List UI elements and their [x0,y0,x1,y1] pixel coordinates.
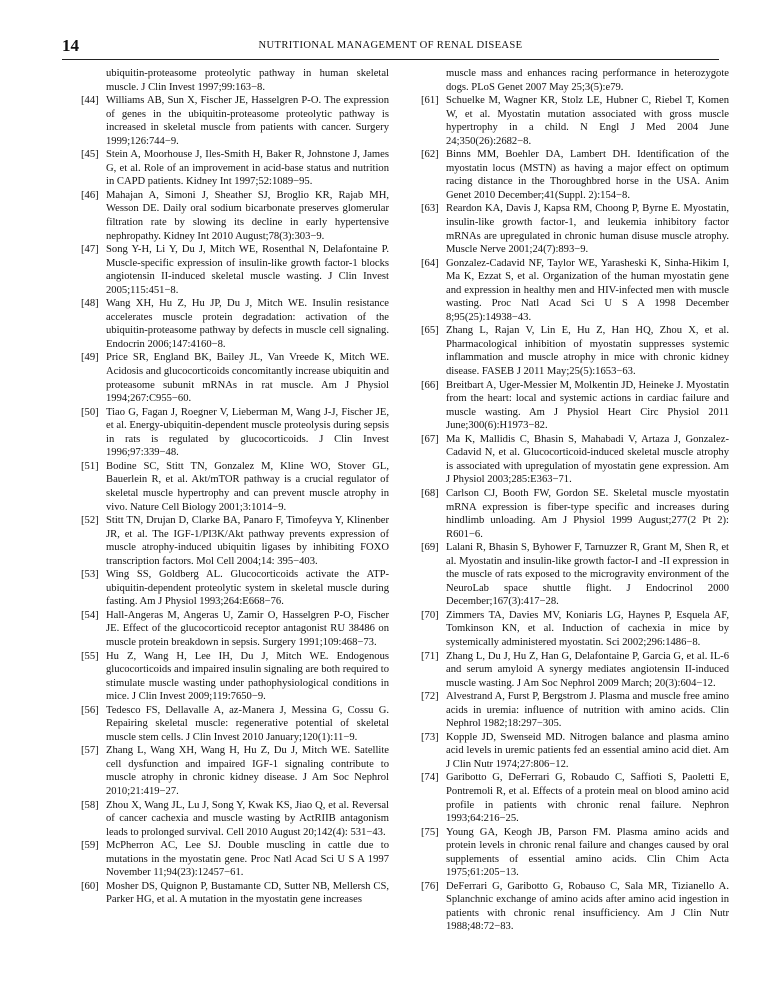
reference-entry [83,406,389,460]
reference-number: [57] [81,745,99,757]
reference-list-right [423,94,729,934]
reference-text: Alvestrand A, Furst P, Bergstrom J. Plasma and muscle free amino acids in uremia: influence of nutrition with amino acids. Clin Nephrol 1982;18:297−305. [446,691,729,730]
reference-text: Mosher DS, Quignon P, Bustamante CD, Sutter NB, Mellersh CS, Parker HG, et al. A mutation in the myostatin gene increases [106,880,389,906]
reference-entry [423,257,729,325]
reference-text: Tiao G, Fagan J, Roegner V, Lieberman M, Wang J-J, Fischer JE, et al. Energy-ubiquitin-dependent muscle proteolysis during sepsis in rats is regulated by glucocorticoids. J Clin Invest 1996;97:339−48. [106,406,389,459]
reference-text: Wing SS, Goldberg AL. Glucocorticoids activate the ATP-ubiquitin-dependent proteolytic system in skeletal muscle during fasting. Am J Physiol 1993;264:E668−76. [106,569,389,608]
reference-number: [45] [81,149,99,161]
reference-number: [62] [421,149,439,161]
reference-number: [59] [81,840,99,852]
reference-number: [44] [81,95,99,107]
reference-entry [83,799,389,840]
reference-text: Zimmers TA, Davies MV, Koniaris LG, Haynes P, Esquela AF, Tomkinson KN, et al. Induction of cachexia in mice by systemically administered myostatin. Sci 2002;296:1486−8. [446,609,729,648]
reference-entry [83,568,389,609]
page-number: 14 [62,36,79,55]
reference-text: Garibotto G, DeFerrari G, Robaudo C, Saffioti S, Paoletti E, Pontremoli R, et al. Effects of a protein meal on blood amino acid profile in patients with chronic renal failure. Nephron 1993;64:216−25. [446,772,729,825]
reference-number: [51] [81,460,99,472]
reference-number: [72] [421,691,439,703]
reference-number: [73] [421,731,439,743]
reference-text: Breitbart A, Uger-Messier M, Molkentin JD, Heineke J. Myostatin from the heart: local and systemic actions in cardiac failure and muscle wasting. Am J Physiol Heart Circ Physiol 2011 June;300(6):H1973−82. [446,379,729,432]
reference-number: [66] [421,379,439,391]
reference-text: Stein A, Moorhouse J, Iles-Smith H, Baker R, Johnstone J, James G, et al. Role of an improvement in acid-base status and nutrition in CAPD patients. Kidney Int 1997;52:1089−95. [106,149,389,188]
reference-number: [65] [421,325,439,337]
reference-entry [423,771,729,825]
reference-text: Hu Z, Wang H, Lee IH, Du J, Mitch WE. Endogenous glucocorticoids and impaired insulin signaling are both required to stimulate muscle wasting under pathophysiological conditions in mice. J Clin Invest 2009;119:7650−9. [106,650,389,703]
reference-number: [58] [81,799,99,811]
reference-list-left [83,94,389,907]
reference-number: [69] [421,542,439,554]
reference-number: [50] [81,406,99,418]
reference-entry [423,487,729,541]
reference-number: [55] [81,650,99,662]
reference-column-right [423,67,729,934]
reference-column-left [83,67,389,907]
reference-number: [47] [81,244,99,256]
reference-number: [52] [81,515,99,527]
reference-text: McPherron AC, Lee SJ. Double muscling in cattle due to mutations in the myostatin gene. Proc Natl Acad Sci U S A 1997 November 11;94(23):12457−61. [106,840,389,879]
reference-continuation: ubiquitin-proteasome proteolytic pathway in human skeletal muscle. J Clin Invest 1997;99:163−8. [106,68,389,93]
reference-entry [423,433,729,487]
reference-number: [63] [421,203,439,215]
reference-number: [53] [81,569,99,581]
reference-text: Tedesco FS, Dellavalle A, az-Manera J, Messina G, Cossu G. Repairing skeletal muscle: regenerative potential of skeletal muscle stem cells. J Clin Invest 2010 January;120(1):11−9. [106,704,389,743]
reference-text: Zhang L, Wang XH, Wang H, Hu Z, Du J, Mitch WE. Satellite cell dysfunction and impaired IGF-1 signaling contribute to muscle atrophy in chronic kidney disease. J Am Soc Nephrol 2010;21:419−27. [106,745,389,797]
running-title: NUTRITIONAL MANAGEMENT OF RENAL DISEASE [258,40,523,51]
reference-text: Song Y-H, Li Y, Du J, Mitch WE, Rosenthal N, Delafontaine P. Muscle-specific expression of insulin-like growth factor-1 blocks angiotensin II-induced skeletal muscle wasting. J Clin Invest 2005;115:451−8. [106,244,389,296]
reference-text: Mahajan A, Simoni J, Sheather SJ, Broglio KR, Rajab MH, Wesson DE. Daily oral sodium bicarbonate preserves glomerular filtration rate by slowing its decline in early hypertensive nephropathy. Kidney Int 2010 August;78(3):303−9. [106,189,389,242]
reference-number: [60] [81,880,99,892]
reference-number: [75] [421,826,439,838]
reference-entry [83,704,389,745]
reference-entry [423,731,729,772]
reference-entry [83,148,389,189]
reference-number: [56] [81,704,99,716]
reference-text: Stitt TN, Drujan D, Clarke BA, Panaro F, Timofeyva Y, Klinenber JR, et al. The IGF-1/PI3K/Akt pathway prevents expression of muscle atrophy-induced ubiquitin ligases by inhibiting FOXO transcription factors. Mol Cell 2004;14: 395−403. [106,515,389,567]
reference-text: Bodine SC, Stitt TN, Gonzalez M, Kline WO, Stover GL, Bauerlein R, et al. Akt/mTOR pathway is a crucial regulator of skeletal muscle hypertrophy and can prevent muscle atrophy in vivo. Nature Cell Biology 2001;3:1014−9. [106,460,389,513]
reference-entry [423,826,729,880]
reference-number: [61] [421,95,439,107]
reference-number: [67] [421,433,439,445]
reference-entry [423,379,729,433]
reference-number: [48] [81,298,99,310]
reference-number: [74] [421,772,439,784]
reference-entry [423,324,729,378]
reference-entry [83,839,389,880]
reference-number: [76] [421,880,439,892]
reference-entry [423,94,729,148]
reference-text: Binns MM, Boehler DA, Lambert DH. Identification of the myostatin locus (MSTN) as having a major effect on optimum racing distance in the Thoroughbred horse in the USA. Anim Genet 2010 December;41(Suppl. 2):154−8. [446,149,729,201]
reference-number: [70] [421,609,439,621]
page-header [62,0,719,60]
reference-text: Gonzalez-Cadavid NF, Taylor WE, Yarasheski K, Sinha-Hikim I, Ma K, Ezzat S, et al. Organization of the human myostatin gene and expression in healthy men and HIV-infected men with muscle wasting. Proc Natl Acad Sci U S A 1998 December 8;95(25):14938−43. [446,257,729,323]
reference-continuation: muscle mass and enhances racing performance in heterozygote dogs. PLoS Genet 2007 May 25;3(5):e79. [446,68,729,93]
reference-entry [83,609,389,650]
reference-text: Kopple JD, Swenseid MD. Nitrogen balance and plasma amino acid levels in uremic patients fed an essential amino acid diet. Am J Clin Nutr 1974;27:806−12. [446,731,729,770]
reference-text: Young GA, Keogh JB, Parson FM. Plasma amino acids and protein levels in chronic renal failure and changes caused by oral supplements of essential amino acids. Clin Chim Acta 1975;61:205−13. [446,826,729,879]
reference-number: [68] [421,487,439,499]
reference-number: [46] [81,189,99,201]
header-rule [62,59,719,60]
reference-entry [83,650,389,704]
reference-text: Zhang L, Du J, Hu Z, Han G, Delafontaine P, Garcia G, et al. IL-6 and serum amyloid A synergy mediates angiotensin II-induced muscle wasting. J Am Soc Nephrol 2009 March; 20(3):604−12. [446,650,729,689]
reference-entry [83,189,389,243]
reference-entry [423,541,729,609]
reference-entry [83,744,389,798]
reference-text: Carlson CJ, Booth FW, Gordon SE. Skeletal muscle myostatin mRNA expression is fiber-type specific and increases during hindlimb unloading. Am J Physiol 1999 August;277(2 Pt 2): R601−6. [446,487,729,540]
reference-entry [423,690,729,731]
reference-text: Zhou X, Wang JL, Lu J, Song Y, Kwak KS, Jiao Q, et al. Reversal of cancer cachexia and muscle wasting by ActRIIB antagonism leads to prolonged survival. Cell 2010 August 20;142(4): 531−43. [106,799,389,838]
reference-number: [54] [81,609,99,621]
reference-entry [423,148,729,202]
reference-entry [83,243,389,297]
reference-text: Reardon KA, Davis J, Kapsa RM, Choong P, Byrne E. Myostatin, insulin-like growth factor-1, and leukemia inhibitory factor mRNAs are upregulated in chronic human disuse muscle atrophy. Muscle Nerve 2001;24(7):893−9. [446,203,729,256]
reference-text: Ma K, Mallidis C, Bhasin S, Mahabadi V, Artaza J, Gonzalez-Cadavid N, et al. Glucocorticoid-induced skeletal muscle atrophy is associated with upregulation of myostatin gene expression. Am J Physiol 2003;285:E363−71. [446,433,729,486]
reference-entry [423,202,729,256]
reference-number: [49] [81,352,99,364]
reference-entry [83,880,389,907]
reference-entry [83,351,389,405]
reference-text: Wang XH, Hu Z, Hu JP, Du J, Mitch WE. Insulin resistance accelerates muscle protein degradation: activation of the ubiquitin-proteasome pathway by defects in muscle cell signaling. Endocrin 2006;147:4160−8. [106,298,389,350]
reference-number: [71] [421,650,439,662]
reference-entry [83,514,389,568]
reference-number: [64] [421,257,439,269]
reference-entry [83,94,389,148]
reference-text: Lalani R, Bhasin S, Byhower F, Tarnuzzer R, Grant M, Shen R, et al. Myostatin and insulin-like growth factor-I and -II expression in the muscle of rats exposed to the microgravity environment of the NeuroLab space shuttle flight. J Endocrinol 2000 December;167(3):417−28. [446,542,729,608]
reference-text: Schuelke M, Wagner KR, Stolz LE, Hubner C, Riebel T, Komen W, et al. Myostatin mutation associated with gross muscle hypertrophy in a child. N Engl J Med 2004 June 24;350(26):2682−8. [446,95,729,147]
reference-text: Hall-Angeras M, Angeras U, Zamir O, Hasselgren P-O, Fischer JE. Effect of the glucocorticoid receptor antagonist RU 38486 on muscle protein breakdown in sepsis. Surgery 1991;109:468−73. [106,609,389,648]
reference-entry [83,297,389,351]
reference-text: Zhang L, Rajan V, Lin E, Hu Z, Han HQ, Zhou X, et al. Pharmacological inhibition of myostatin suppresses systemic inflammation and muscle atrophy in mice with chronic kidney disease. FASEB J 2011 May;25(5):1653−63. [446,325,729,378]
reference-entry [423,650,729,691]
reference-entry [423,609,729,650]
reference-text: Price SR, England BK, Bailey JL, Van Vreede K, Mitch WE. Acidosis and glucocorticoids concomitantly increase ubiquitin and proteasome subunit mRNAs in rat muscle. Am J Physiol 1994;267:C955−60. [106,352,389,405]
reference-entry [423,880,729,934]
reference-text: Williams AB, Sun X, Fischer JE, Hasselgren P-O. The expression of genes in the ubiquitin-proteasome proteolytic pathway is increased in skeletal muscle from patients with cancer. Surgery 1999;126:744−9. [106,95,389,147]
reference-entry [83,460,389,514]
reference-text: DeFerrari G, Garibotto G, Robauso C, Sala MR, Tizianello A. Splanchnic exchange of amino acids after amino acid ingestion in patients with chronic renal insufficiency. Am J Clin Nutr 1988;48:72−83. [446,880,729,933]
